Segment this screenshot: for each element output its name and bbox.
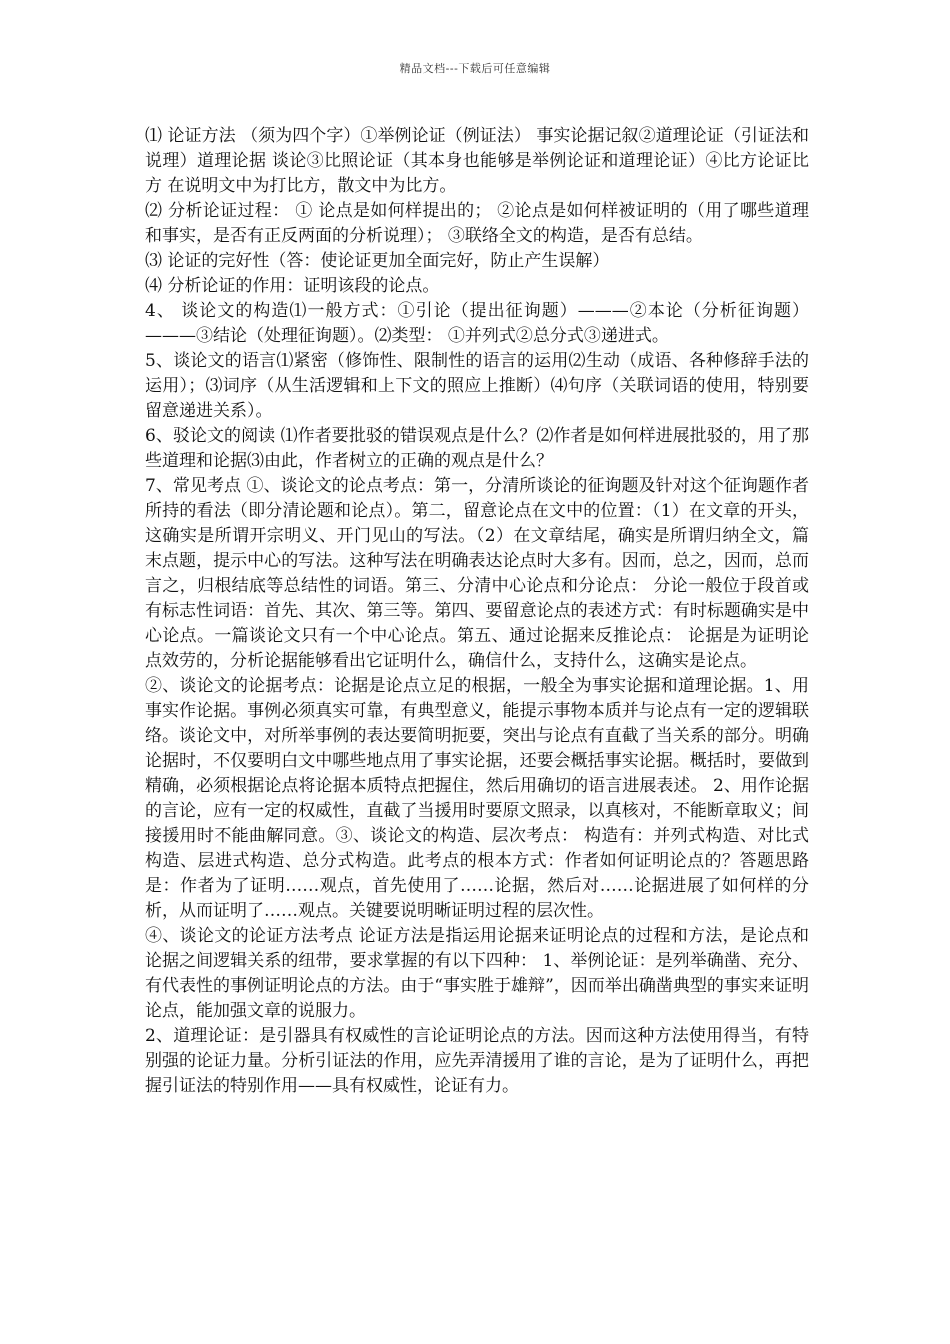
paragraph-11: 2、道理论证：是引器具有权威性的言论证明论点的方法。因而这种方法使用得当，有特别强的论证力量。分析引证法的作用，应先弄清援用了谁的言论，是为了证明什么，再把握引证法的特别作用——具有权威性，论证有力。 <box>145 1026 809 1096</box>
document-body <box>145 124 809 1099</box>
paragraph-10: ④、谈论文的论证方法考点 论证方法是指运用论据来证明论点的过程和方法，是论点和论据之间逻辑关系的纽带，要求掌握的有以下四种： 1、举例论证：是列举确凿、充分、有代表性的事例证明论点的方法。由于“事实胜于雄辩”，因而举出确凿典型的事实来证明论点，能加强文章的说服力。 <box>145 926 809 1021</box>
paragraph-2: ⑵ 分析论证过程： ① 论点是如何样提出的； ②论点是如何样被证明的（用了哪些道理和事实，是否有正反两面的分析说理）； ③联络全文的构造，是否有总结。 <box>145 201 809 246</box>
page-header: 精品文档---下载后可任意编辑 <box>399 62 551 75</box>
paragraph-8: 7、常见考点 ①、谈论文的论点考点：第一，分清所谈论的征询题及针对这个征询题作者所持的看法（即分清论题和论点）。第二，留意论点在文中的位置：（1）在文章的开头，这确实是所谓开宗明义、开门见山的写法。（2）在文章结尾，确实是所谓归纳全文，篇末点题，提示中心的写法。这种写法在明确表达论点时大多有。因而，总之，因而，总而言之，归根结底等总结性的词语。第三、分清中心论点和分论点： 分论一般位于段首或有标志性词语：首先、其次、第三等。第四、要留意论点的表述方式：有时标题确实是中心论点。一篇谈论文只有一个中心论点。第五、通过论据来反推论点： 论据是为证明论点效劳的，分析论据能够看出它证明什么，确信什么，支持什么，这确实是论点。 <box>145 476 809 671</box>
paragraph-4: ⑷ 分析论证的作用：证明该段的论点。 <box>145 276 440 296</box>
paragraph-7: 6、驳论文的阅读 ⑴作者要批驳的错误观点是什么？⑵作者是如何样进展批驳的，用了那些道理和论据⑶由此，作者树立的正确的观点是什么？ <box>145 426 809 471</box>
paragraph-1: ⑴ 论证方法 （须为四个字）①举例论证（例证法） 事实论据记叙②道理论证（引证法和说理）道理论据 谈论③比照论证（其本身也能够是举例论证和道理论证）④比方论证比方 在说明文中为打比方，散文中为比方。 <box>145 126 809 196</box>
paragraph-5: 4、 谈论文的构造⑴一般方式：①引论（提出征询题）———②本论（分析征询题）———③结论（处理征询题）。⑵类型： ①并列式②总分式③递进式。 <box>145 301 809 346</box>
paragraph-9: ②、谈论文的论据考点：论据是论点立足的根据，一般全为事实论据和道理论据。1、用事实作论据。事例必须真实可靠，有典型意义，能提示事物本质并与论点有一定的逻辑联络。谈论文中，对所举事例的表达要简明扼要，突出与论点有直截了当关系的部分。明确论据时，不仅要明白文中哪些地点用了事实论据，还要会概括事实论据。概括时，要做到精确，必须根据论点将论据本质特点把握住，然后用确切的语言进展表述。 2、用作论据的言论，应有一定的权威性，直截了当援用时要原文照录，以真核对，不能断章取义；间接援用时不能曲解同意。③、谈论文的构造、层次考点： 构造有：并列式构造、对比式构造、层进式构造、总分式构造。此考点的根本方式：作者如何证明论点的？答题思路是：作者为了证明……观点，首先使用了……论据，然后对……论据进展了如何样的分析，从而证明了……观点。关键要说明晰证明过程的层次性。 <box>145 676 809 921</box>
paragraph-3: ⑶ 论证的完好性（答：使论证更加全面完好，防止产生误解） <box>145 251 610 271</box>
paragraph-6: 5、谈论文的语言⑴紧密（修饰性、限制性的语言的运用⑵生动（成语、各种修辞手法的运用）；⑶词序（从生活逻辑和上下文的照应上推断）⑷句序（关联词语的使用，特别要留意递进关系）。 <box>145 351 809 421</box>
